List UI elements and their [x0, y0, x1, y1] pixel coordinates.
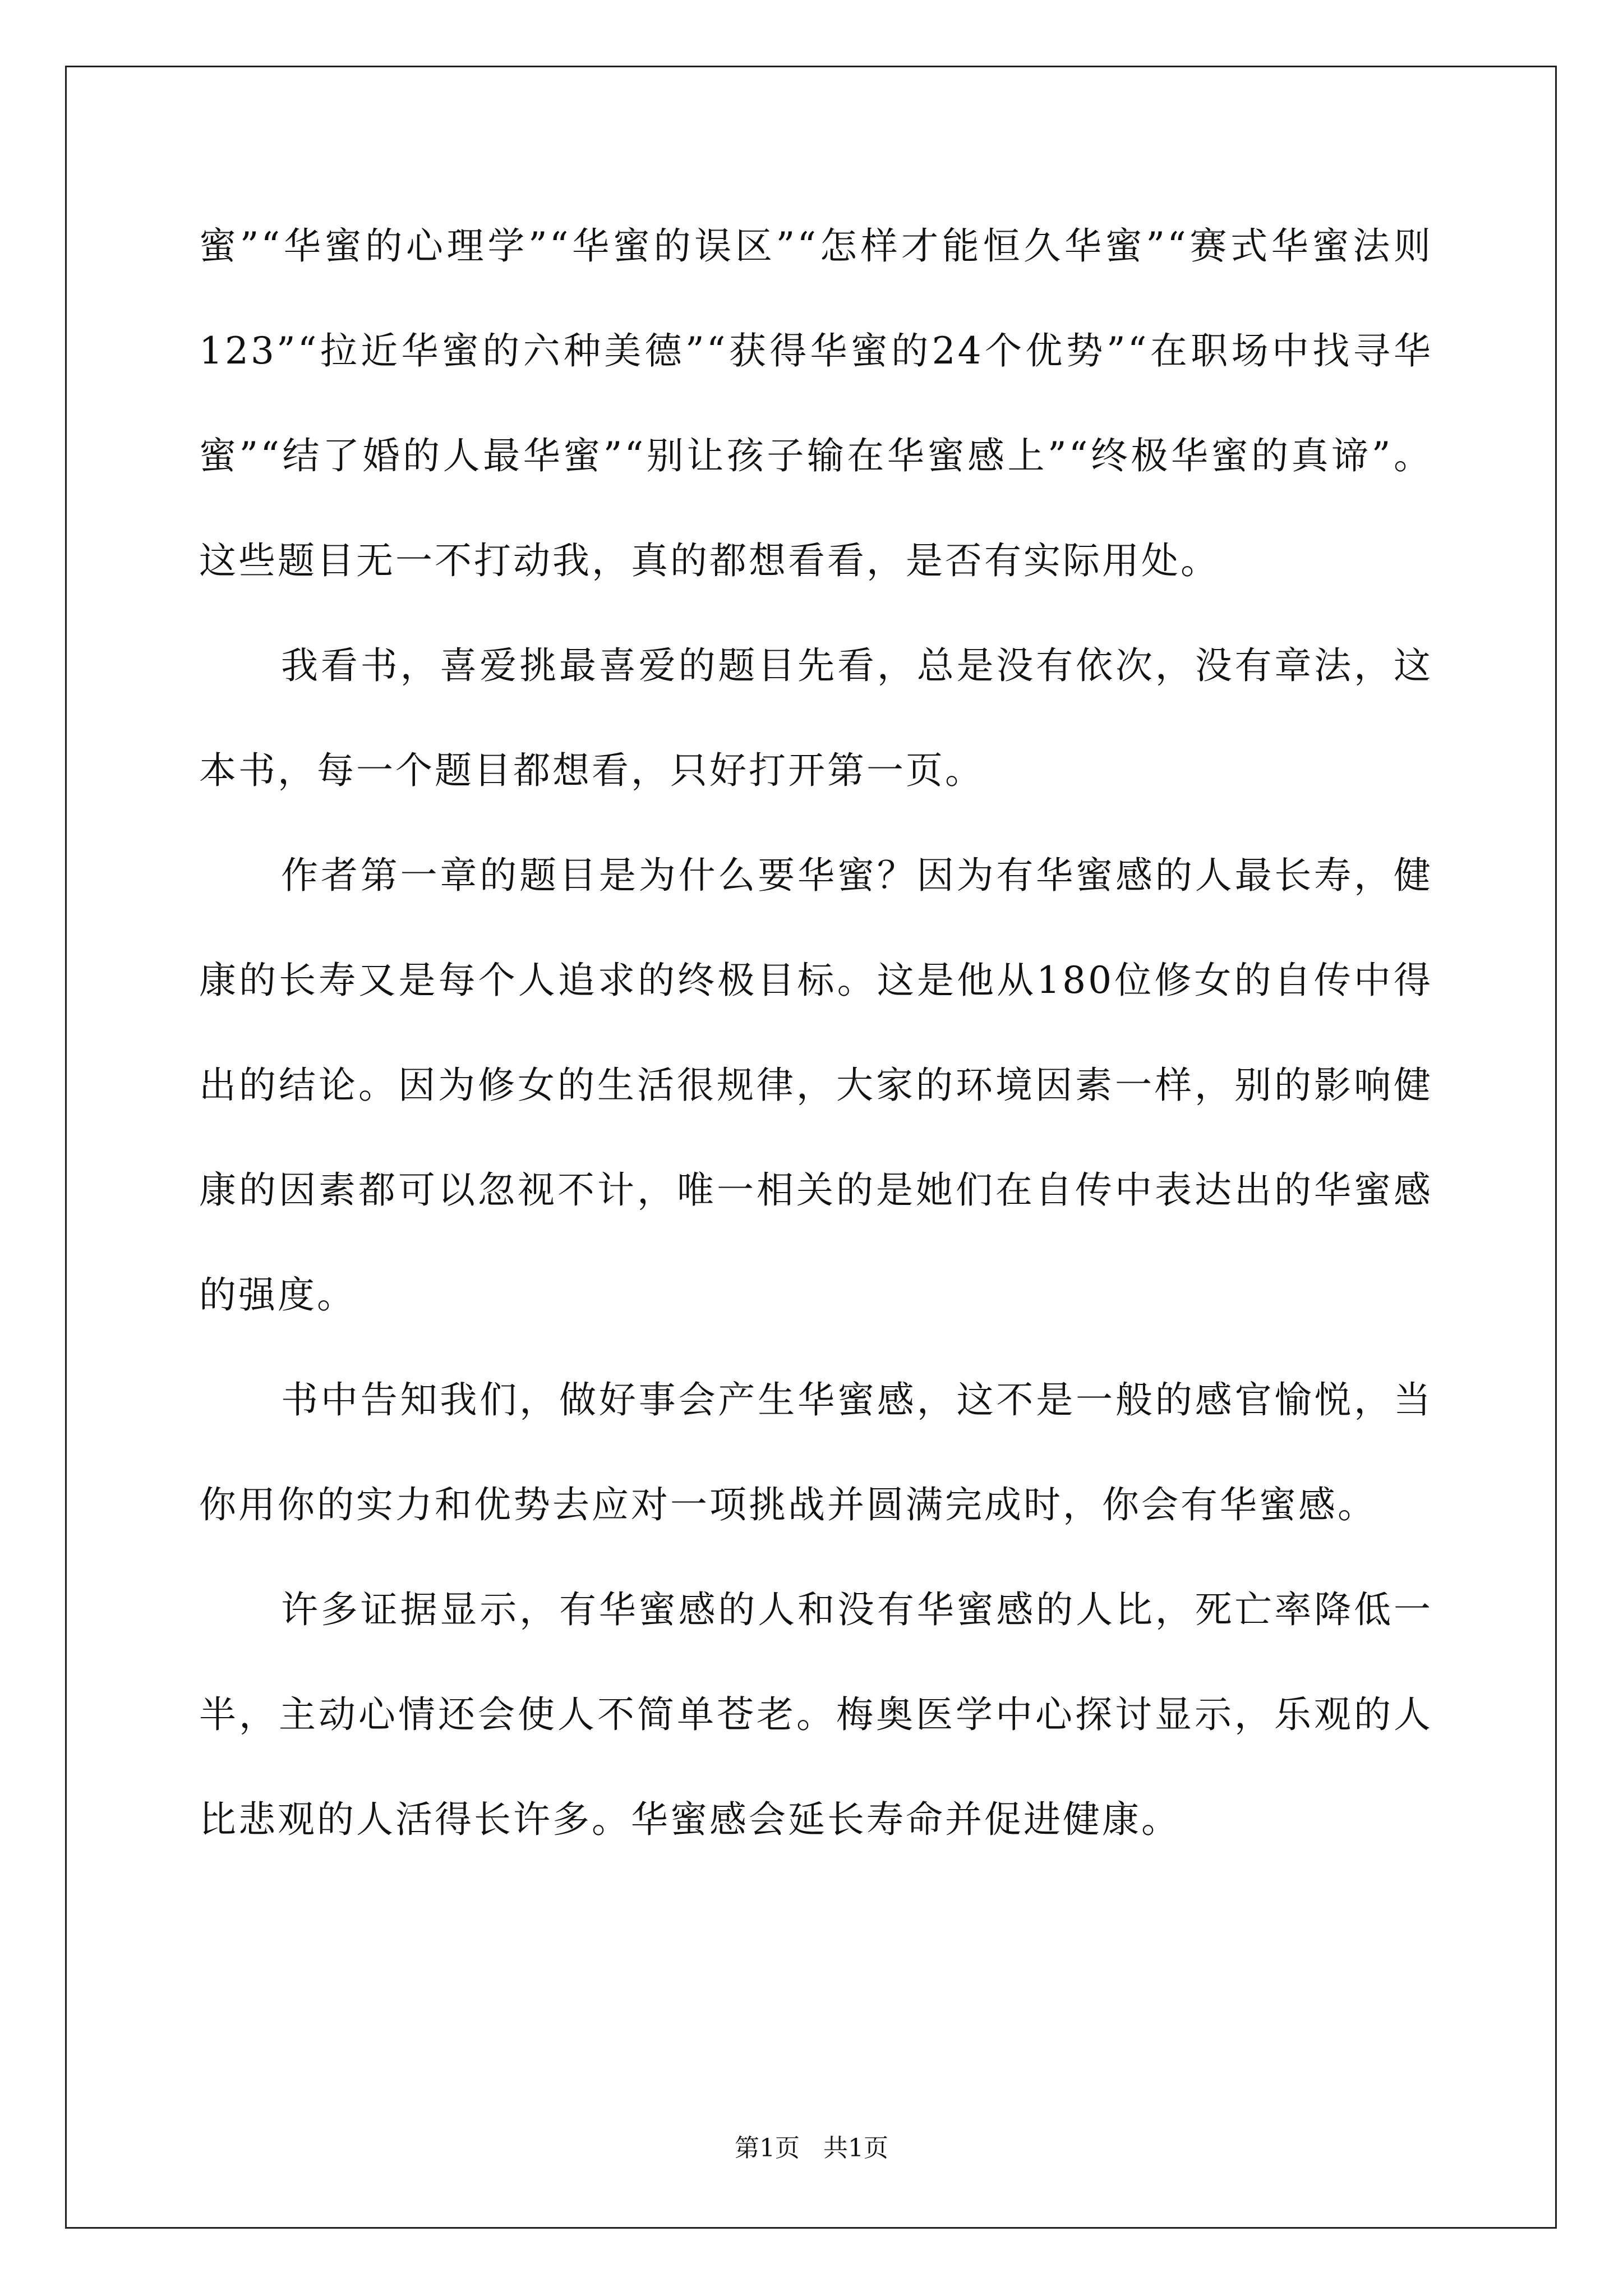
paragraph-5: 许多证据显示，有华蜜感的人和没有华蜜感的人比，死亡率降低一半，主动心情还会使人不简单苍老。梅奥医学中心探讨显示，乐观的人比悲观的人活得长许多。华蜜感会延长寿命并促进健康。 — [199, 1588, 1433, 1841]
page-total: 共1页 — [823, 2134, 888, 2162]
paragraph-3: 作者第一章的题目是为什么要华蜜？因为有华蜜感的人最长寿，健康的长寿又是每个人追求的终极目标。这是他从180位修女的自传中得出的结论。因为修女的生活很规律，大家的环境因素一样，别的影响健康的因素都可以忽视不计，唯一相关的是她们在自传中表达出的华蜜感的强度。 — [199, 854, 1433, 1317]
paragraph-4: 书中告知我们，做好事会产生华蜜感，这不是一般的感官愉悦，当你用你的实力和优势去应对一项挑战并圆满完成时，你会有华蜜感。 — [199, 1378, 1433, 1526]
document-body — [199, 194, 1433, 1872]
paragraph-1: 蜜”“华蜜的心理学”“华蜜的误区”“怎样才能恒久华蜜”“赛式华蜜法则123”“拉近华蜜的六种美德”“获得华蜜的24个优势”“在职场中找寻华蜜”“结了婚的人最华蜜”“别让孩子输在华蜜感上”“终极华蜜的真谛”。这些题目无一不打动我，真的都想看看，是否有实际用处。 — [199, 224, 1433, 582]
page-footer — [0, 2132, 1623, 2165]
paragraph-2: 我看书，喜爱挑最喜爱的题目先看，总是没有依次，没有章法，这本书，每一个题目都想看，只好打开第一页。 — [199, 644, 1433, 792]
page-number: 第1页 — [735, 2134, 800, 2162]
